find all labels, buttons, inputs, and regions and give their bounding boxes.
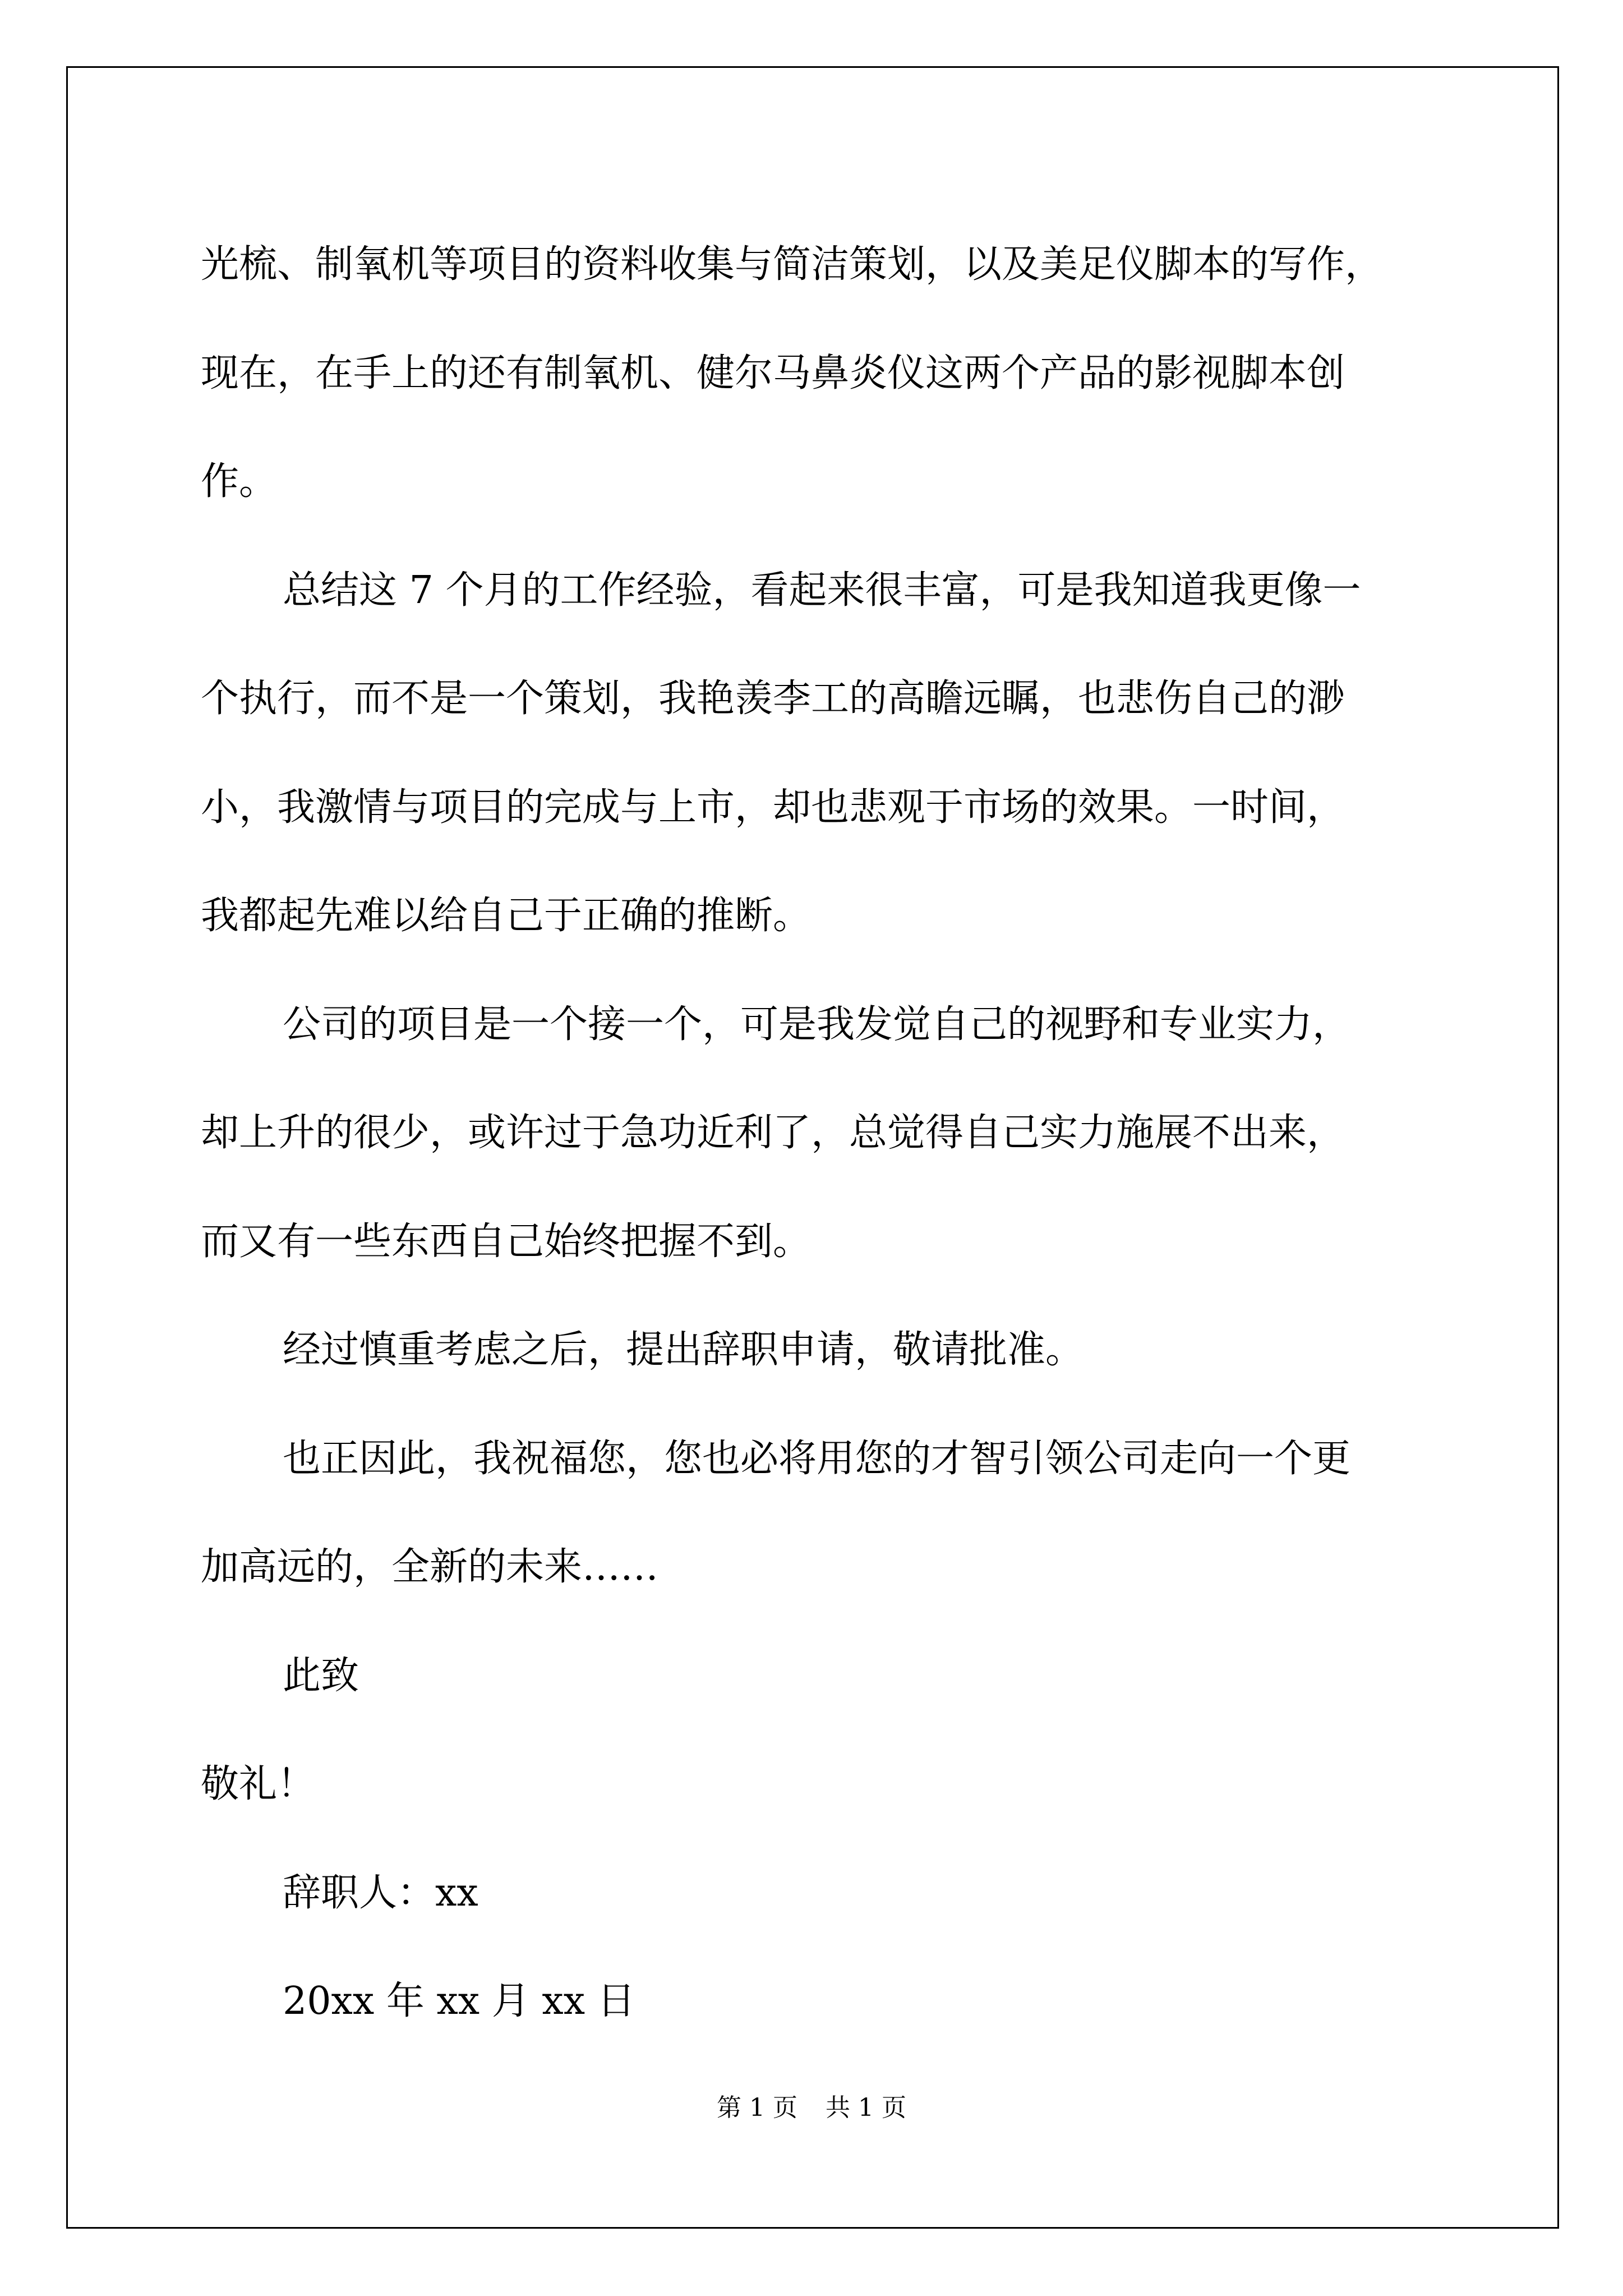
signature-line: 辞职人：xx [283, 1870, 478, 1915]
date-line: 20xx 年 xx 月 xx 日 [283, 1979, 635, 2023]
page-total: 共 1 页 [826, 2093, 906, 2122]
body-line: 现在，在手上的还有制氧机、健尔马鼻炎仪这两个产品的影视脚本创 [201, 351, 1345, 395]
body-line: 也正因此，我祝福您，您也必将用您的才智引领公司走向一个更 [283, 1436, 1351, 1481]
body-line: 公司的项目是一个接一个，可是我发觉自己的视野和专业实力， [283, 1002, 1351, 1047]
body-line: 而又有一些东西自己始终把握不到。 [201, 1219, 811, 1264]
body-line: 经过慎重考虑之后，提出辞职申请，敬请批准。 [283, 1328, 1084, 1372]
body-line: 小，我激情与项目的完成与上市，却也悲观于市场的效果。一时间， [201, 785, 1345, 830]
body-line: 个执行，而不是一个策划，我艳羡李工的高瞻远瞩，也悲伤自己的渺 [201, 677, 1345, 721]
body-line: 却上升的很少，或许过于急功近利了，总觉得自己实力施展不出来， [201, 1111, 1345, 1155]
document-body [201, 210, 1491, 2056]
body-line: 光梳、制氧机等项目的资料收集与简洁策划，以及美足仪脚本的写作， [201, 242, 1384, 287]
body-line: 我都起先难以给自己于正确的推断。 [201, 894, 811, 938]
closing-line: 此致 [283, 1653, 359, 1698]
page-number: 第 1 页 [717, 2093, 797, 2122]
salutation-line: 敬礼！ [201, 1762, 316, 1806]
body-line: 总结这 7 个月的工作经验，看起来很丰富，可是我知道我更像一 [283, 568, 1361, 613]
body-line: 加高远的，全新的未来…… [201, 1545, 659, 1589]
page-footer [0, 2091, 1623, 2125]
body-line: 作。 [201, 459, 278, 504]
